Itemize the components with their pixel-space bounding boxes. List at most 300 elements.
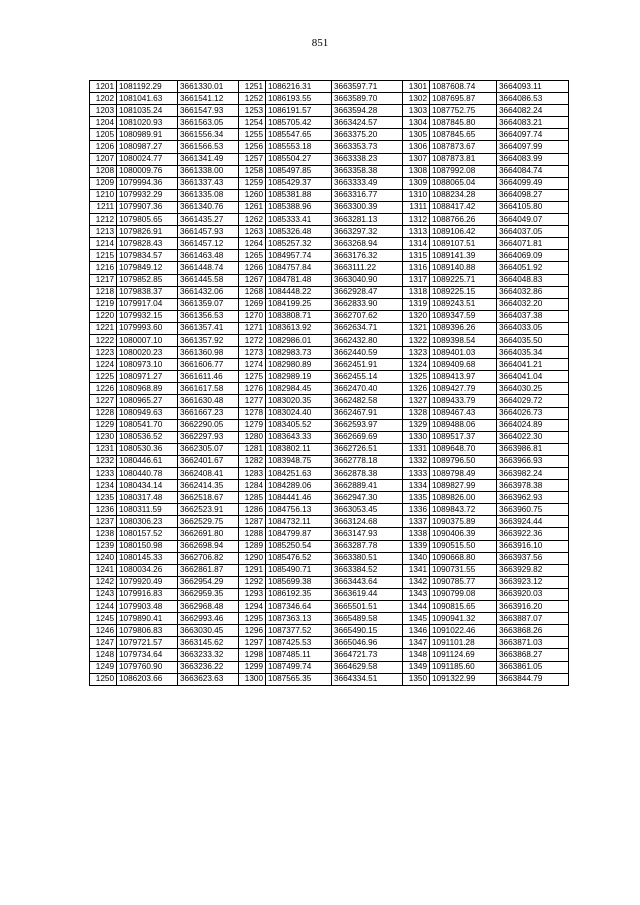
point-number-cell: 1214 [90, 238, 117, 250]
point-number-cell: 1305 [403, 129, 430, 141]
point-number-cell: 1336 [403, 504, 430, 516]
y-coordinate-cell: 3661338.00 [178, 165, 239, 177]
point-number-cell: 1202 [90, 93, 117, 105]
point-number-cell: 1245 [90, 613, 117, 625]
x-coordinate-cell: 1080973.10 [117, 359, 178, 371]
point-number-cell: 1280 [239, 431, 266, 443]
x-coordinate-cell: 1090799.08 [430, 588, 497, 600]
point-number-cell: 1312 [403, 214, 430, 226]
x-coordinate-cell: 1090941.32 [430, 613, 497, 625]
y-coordinate-cell: 3662947.30 [332, 492, 403, 504]
point-number-cell: 1220 [90, 310, 117, 322]
x-coordinate-cell: 1089409.68 [430, 359, 497, 371]
table-row [90, 625, 569, 637]
x-coordinate-cell: 1089106.42 [430, 226, 497, 238]
x-coordinate-cell: 1087752.75 [430, 105, 497, 117]
point-number-cell: 1242 [90, 576, 117, 588]
point-number-cell: 1335 [403, 492, 430, 504]
x-coordinate-cell: 1081035.24 [117, 105, 178, 117]
table-row [90, 81, 569, 93]
y-coordinate-cell: 3663922.36 [497, 528, 569, 540]
x-coordinate-cell: 1091185.60 [430, 661, 497, 673]
point-number-cell: 1241 [90, 564, 117, 576]
point-number-cell: 1342 [403, 576, 430, 588]
x-coordinate-cell: 1089827.99 [430, 480, 497, 492]
point-number-cell: 1239 [90, 540, 117, 552]
y-coordinate-cell: 3662691.80 [178, 528, 239, 540]
y-coordinate-cell: 3661630.48 [178, 395, 239, 407]
y-coordinate-cell: 3662529.75 [178, 516, 239, 528]
table-row [90, 322, 569, 334]
y-coordinate-cell: 3661445.58 [178, 274, 239, 286]
y-coordinate-cell: 3663597.71 [332, 81, 403, 93]
point-number-cell: 1205 [90, 129, 117, 141]
point-number-cell: 1206 [90, 141, 117, 153]
table-row [90, 516, 569, 528]
x-coordinate-cell: 1085504.27 [266, 153, 332, 165]
x-coordinate-cell: 1089433.79 [430, 395, 497, 407]
table-row [90, 226, 569, 238]
y-coordinate-cell: 3664026.73 [497, 407, 569, 419]
point-number-cell: 1266 [239, 262, 266, 274]
x-coordinate-cell: 1084289.06 [266, 480, 332, 492]
point-number-cell: 1285 [239, 492, 266, 504]
x-coordinate-cell: 1080536.52 [117, 431, 178, 443]
y-coordinate-cell: 3664049.07 [497, 214, 569, 226]
point-number-cell: 1298 [239, 649, 266, 661]
y-coordinate-cell: 3662518.67 [178, 492, 239, 504]
x-coordinate-cell: 1079721.57 [117, 637, 178, 649]
x-coordinate-cell: 1085381.88 [266, 189, 332, 201]
y-coordinate-cell: 3663333.49 [332, 177, 403, 189]
y-coordinate-cell: 3663384.52 [332, 564, 403, 576]
point-number-cell: 1279 [239, 419, 266, 431]
point-number-cell: 1258 [239, 165, 266, 177]
x-coordinate-cell: 1087845.80 [430, 117, 497, 129]
table-row [90, 528, 569, 540]
point-number-cell: 1226 [90, 383, 117, 395]
x-coordinate-cell: 1091101.28 [430, 637, 497, 649]
x-coordinate-cell: 1079760.90 [117, 661, 178, 673]
point-number-cell: 1330 [403, 431, 430, 443]
y-coordinate-cell: 3664041.21 [497, 359, 569, 371]
x-coordinate-cell: 1085333.41 [266, 214, 332, 226]
point-number-cell: 1339 [403, 540, 430, 552]
y-coordinate-cell: 3663281.13 [332, 214, 403, 226]
point-number-cell: 1287 [239, 516, 266, 528]
x-coordinate-cell: 1080009.76 [117, 165, 178, 177]
point-number-cell: 1248 [90, 649, 117, 661]
x-coordinate-cell: 1080317.48 [117, 492, 178, 504]
point-number-cell: 1244 [90, 601, 117, 613]
x-coordinate-cell: 1079994.36 [117, 177, 178, 189]
x-coordinate-cell: 1090375.89 [430, 516, 497, 528]
y-coordinate-cell: 3664029.72 [497, 395, 569, 407]
x-coordinate-cell: 1080989.91 [117, 129, 178, 141]
x-coordinate-cell: 1083613.92 [266, 322, 332, 334]
x-coordinate-cell: 1089398.54 [430, 334, 497, 346]
x-coordinate-cell: 1087845.65 [430, 129, 497, 141]
point-number-cell: 1331 [403, 443, 430, 455]
point-number-cell: 1328 [403, 407, 430, 419]
x-coordinate-cell: 1091124.69 [430, 649, 497, 661]
point-number-cell: 1345 [403, 613, 430, 625]
x-coordinate-cell: 1080434.14 [117, 480, 178, 492]
x-coordinate-cell: 1089347.59 [430, 310, 497, 322]
y-coordinate-cell: 3661356.53 [178, 310, 239, 322]
y-coordinate-cell: 3661566.53 [178, 141, 239, 153]
x-coordinate-cell: 1081020.93 [117, 117, 178, 129]
table-row [90, 395, 569, 407]
y-coordinate-cell: 3661541.12 [178, 93, 239, 105]
table-row [90, 117, 569, 129]
x-coordinate-cell: 1091322.99 [430, 673, 497, 685]
y-coordinate-cell: 3662523.91 [178, 504, 239, 516]
y-coordinate-cell: 3663297.32 [332, 226, 403, 238]
x-coordinate-cell: 1080007.10 [117, 334, 178, 346]
point-number-cell: 1257 [239, 153, 266, 165]
table-row [90, 661, 569, 673]
y-coordinate-cell: 3664334.51 [332, 673, 403, 685]
x-coordinate-cell: 1079806.83 [117, 625, 178, 637]
table-row [90, 576, 569, 588]
point-number-cell: 1343 [403, 588, 430, 600]
point-number-cell: 1314 [403, 238, 430, 250]
x-coordinate-cell: 1083808.71 [266, 310, 332, 322]
x-coordinate-cell: 1087499.74 [266, 661, 332, 673]
point-number-cell: 1289 [239, 540, 266, 552]
x-coordinate-cell: 1084756.13 [266, 504, 332, 516]
x-coordinate-cell: 1089225.71 [430, 274, 497, 286]
point-number-cell: 1333 [403, 468, 430, 480]
y-coordinate-cell: 3663145.62 [178, 637, 239, 649]
point-number-cell: 1332 [403, 455, 430, 467]
point-number-cell: 1219 [90, 298, 117, 310]
table-row [90, 262, 569, 274]
x-coordinate-cell: 1079932.29 [117, 189, 178, 201]
point-number-cell: 1275 [239, 371, 266, 383]
point-number-cell: 1246 [90, 625, 117, 637]
y-coordinate-cell: 3663868.26 [497, 625, 569, 637]
table-row [90, 238, 569, 250]
y-coordinate-cell: 3662451.91 [332, 359, 403, 371]
table-row [90, 455, 569, 467]
x-coordinate-cell: 1080949.63 [117, 407, 178, 419]
point-number-cell: 1222 [90, 334, 117, 346]
table-row [90, 214, 569, 226]
x-coordinate-cell: 1083020.35 [266, 395, 332, 407]
point-number-cell: 1282 [239, 455, 266, 467]
x-coordinate-cell: 1085547.65 [266, 129, 332, 141]
table-row [90, 105, 569, 117]
y-coordinate-cell: 3663030.45 [178, 625, 239, 637]
x-coordinate-cell: 1079917.04 [117, 298, 178, 310]
y-coordinate-cell: 3664024.89 [497, 419, 569, 431]
point-number-cell: 1230 [90, 431, 117, 443]
x-coordinate-cell: 1079920.49 [117, 576, 178, 588]
y-coordinate-cell: 3664051.92 [497, 262, 569, 274]
point-number-cell: 1273 [239, 347, 266, 359]
point-number-cell: 1325 [403, 371, 430, 383]
y-coordinate-cell: 3662993.46 [178, 613, 239, 625]
point-number-cell: 1296 [239, 625, 266, 637]
x-coordinate-cell: 1079890.41 [117, 613, 178, 625]
x-coordinate-cell: 1086216.31 [266, 81, 332, 93]
point-number-cell: 1322 [403, 334, 430, 346]
table-row [90, 334, 569, 346]
point-number-cell: 1293 [239, 588, 266, 600]
x-coordinate-cell: 1080965.27 [117, 395, 178, 407]
x-coordinate-cell: 1082980.89 [266, 359, 332, 371]
x-coordinate-cell: 1079826.91 [117, 226, 178, 238]
y-coordinate-cell: 3663176.32 [332, 250, 403, 262]
x-coordinate-cell: 1085476.52 [266, 552, 332, 564]
point-number-cell: 1309 [403, 177, 430, 189]
point-number-cell: 1292 [239, 576, 266, 588]
point-number-cell: 1277 [239, 395, 266, 407]
point-number-cell: 1256 [239, 141, 266, 153]
y-coordinate-cell: 3661330.01 [178, 81, 239, 93]
point-number-cell: 1327 [403, 395, 430, 407]
point-number-cell: 1324 [403, 359, 430, 371]
y-coordinate-cell: 3661617.58 [178, 383, 239, 395]
x-coordinate-cell: 1090668.80 [430, 552, 497, 564]
x-coordinate-cell: 1087873.81 [430, 153, 497, 165]
y-coordinate-cell: 3662954.29 [178, 576, 239, 588]
x-coordinate-cell: 1088766.26 [430, 214, 497, 226]
y-coordinate-cell: 3662878.38 [332, 468, 403, 480]
table-row [90, 407, 569, 419]
y-coordinate-cell: 3663916.10 [497, 540, 569, 552]
x-coordinate-cell: 1089798.49 [430, 468, 497, 480]
point-number-cell: 1237 [90, 516, 117, 528]
y-coordinate-cell: 3661360.98 [178, 347, 239, 359]
point-number-cell: 1235 [90, 492, 117, 504]
table-row [90, 250, 569, 262]
table-row [90, 93, 569, 105]
point-number-cell: 1295 [239, 613, 266, 625]
table-row [90, 480, 569, 492]
point-number-cell: 1238 [90, 528, 117, 540]
point-number-cell: 1284 [239, 480, 266, 492]
point-number-cell: 1320 [403, 310, 430, 322]
table-row [90, 552, 569, 564]
y-coordinate-cell: 3663111.22 [332, 262, 403, 274]
point-number-cell: 1215 [90, 250, 117, 262]
y-coordinate-cell: 3661357.92 [178, 334, 239, 346]
table-row [90, 371, 569, 383]
y-coordinate-cell: 3664083.99 [497, 153, 569, 165]
y-coordinate-cell: 3661563.05 [178, 117, 239, 129]
point-number-cell: 1264 [239, 238, 266, 250]
x-coordinate-cell: 1083948.75 [266, 455, 332, 467]
x-coordinate-cell: 1084757.84 [266, 262, 332, 274]
x-coordinate-cell: 1086193.55 [266, 93, 332, 105]
table-row [90, 201, 569, 213]
x-coordinate-cell: 1087992.08 [430, 165, 497, 177]
x-coordinate-cell: 1089427.79 [430, 383, 497, 395]
table-row [90, 673, 569, 685]
x-coordinate-cell: 1087377.52 [266, 625, 332, 637]
point-number-cell: 1263 [239, 226, 266, 238]
y-coordinate-cell: 3663338.23 [332, 153, 403, 165]
y-coordinate-cell: 3663623.63 [178, 673, 239, 685]
point-number-cell: 1247 [90, 637, 117, 649]
point-number-cell: 1347 [403, 637, 430, 649]
point-number-cell: 1337 [403, 516, 430, 528]
y-coordinate-cell: 3661337.43 [178, 177, 239, 189]
x-coordinate-cell: 1080034.26 [117, 564, 178, 576]
y-coordinate-cell: 3662470.40 [332, 383, 403, 395]
x-coordinate-cell: 1087425.53 [266, 637, 332, 649]
point-number-cell: 1204 [90, 117, 117, 129]
x-coordinate-cell: 1079828.43 [117, 238, 178, 250]
y-coordinate-cell: 3661359.07 [178, 298, 239, 310]
y-coordinate-cell: 3664083.21 [497, 117, 569, 129]
y-coordinate-cell: 3664037.38 [497, 310, 569, 322]
x-coordinate-cell: 1080530.36 [117, 443, 178, 455]
point-number-cell: 1209 [90, 177, 117, 189]
x-coordinate-cell: 1087873.67 [430, 141, 497, 153]
point-number-cell: 1304 [403, 117, 430, 129]
y-coordinate-cell: 3663923.12 [497, 576, 569, 588]
x-coordinate-cell: 1084957.74 [266, 250, 332, 262]
y-coordinate-cell: 3663868.27 [497, 649, 569, 661]
x-coordinate-cell: 1083802.11 [266, 443, 332, 455]
x-coordinate-cell: 1084251.63 [266, 468, 332, 480]
y-coordinate-cell: 3662833.90 [332, 298, 403, 310]
point-number-cell: 1317 [403, 274, 430, 286]
y-coordinate-cell: 3663982.24 [497, 468, 569, 480]
x-coordinate-cell: 1084732.11 [266, 516, 332, 528]
point-number-cell: 1340 [403, 552, 430, 564]
x-coordinate-cell: 1080446.61 [117, 455, 178, 467]
point-number-cell: 1303 [403, 105, 430, 117]
point-number-cell: 1306 [403, 141, 430, 153]
x-coordinate-cell: 1084781.48 [266, 274, 332, 286]
y-coordinate-cell: 3661457.93 [178, 226, 239, 238]
x-coordinate-cell: 1079852.85 [117, 274, 178, 286]
table-row [90, 564, 569, 576]
y-coordinate-cell: 3664629.58 [332, 661, 403, 673]
y-coordinate-cell: 3662778.18 [332, 455, 403, 467]
table-row [90, 431, 569, 443]
table-row [90, 189, 569, 201]
point-number-cell: 1233 [90, 468, 117, 480]
y-coordinate-cell: 3663962.93 [497, 492, 569, 504]
point-number-cell: 1267 [239, 274, 266, 286]
y-coordinate-cell: 3663960.75 [497, 504, 569, 516]
x-coordinate-cell: 1080541.70 [117, 419, 178, 431]
point-number-cell: 1349 [403, 661, 430, 673]
table-row [90, 141, 569, 153]
x-coordinate-cell: 1089488.06 [430, 419, 497, 431]
y-coordinate-cell: 3663916.20 [497, 601, 569, 613]
x-coordinate-cell: 1079834.57 [117, 250, 178, 262]
x-coordinate-cell: 1090731.55 [430, 564, 497, 576]
y-coordinate-cell: 3663040.90 [332, 274, 403, 286]
point-number-cell: 1270 [239, 310, 266, 322]
point-number-cell: 1294 [239, 601, 266, 613]
table-row [90, 649, 569, 661]
x-coordinate-cell: 1083405.52 [266, 419, 332, 431]
y-coordinate-cell: 3663589.70 [332, 93, 403, 105]
y-coordinate-cell: 3664037.05 [497, 226, 569, 238]
point-number-cell: 1210 [90, 189, 117, 201]
point-number-cell: 1288 [239, 528, 266, 540]
y-coordinate-cell: 3661611.46 [178, 371, 239, 383]
point-number-cell: 1286 [239, 504, 266, 516]
y-coordinate-cell: 3661357.41 [178, 322, 239, 334]
point-number-cell: 1302 [403, 93, 430, 105]
y-coordinate-cell: 3664071.81 [497, 238, 569, 250]
y-coordinate-cell: 3663966.93 [497, 455, 569, 467]
y-coordinate-cell: 3664030.25 [497, 383, 569, 395]
y-coordinate-cell: 3664022.30 [497, 431, 569, 443]
y-coordinate-cell: 3661463.48 [178, 250, 239, 262]
x-coordinate-cell: 1084799.87 [266, 528, 332, 540]
table-row [90, 504, 569, 516]
y-coordinate-cell: 3662305.07 [178, 443, 239, 455]
point-number-cell: 1311 [403, 201, 430, 213]
point-number-cell: 1217 [90, 274, 117, 286]
x-coordinate-cell: 1090785.77 [430, 576, 497, 588]
table-body [90, 81, 569, 686]
y-coordinate-cell: 3662669.69 [332, 431, 403, 443]
x-coordinate-cell: 1081192.29 [117, 81, 178, 93]
y-coordinate-cell: 3663316.77 [332, 189, 403, 201]
x-coordinate-cell: 1089648.70 [430, 443, 497, 455]
y-coordinate-cell: 3663124.68 [332, 516, 403, 528]
y-coordinate-cell: 3662889.41 [332, 480, 403, 492]
x-coordinate-cell: 1089225.15 [430, 286, 497, 298]
y-coordinate-cell: 3664032.86 [497, 286, 569, 298]
x-coordinate-cell: 1079849.12 [117, 262, 178, 274]
y-coordinate-cell: 3663375.20 [332, 129, 403, 141]
table-row [90, 129, 569, 141]
y-coordinate-cell: 3661448.74 [178, 262, 239, 274]
point-number-cell: 1229 [90, 419, 117, 431]
y-coordinate-cell: 3664097.74 [497, 129, 569, 141]
y-coordinate-cell: 3661335.08 [178, 189, 239, 201]
point-number-cell: 1203 [90, 105, 117, 117]
x-coordinate-cell: 1087346.64 [266, 601, 332, 613]
table-row [90, 601, 569, 613]
y-coordinate-cell: 3663978.38 [497, 480, 569, 492]
y-coordinate-cell: 3664721.73 [332, 649, 403, 661]
point-number-cell: 1254 [239, 117, 266, 129]
point-number-cell: 1234 [90, 480, 117, 492]
x-coordinate-cell: 1085326.48 [266, 226, 332, 238]
y-coordinate-cell: 3663287.78 [332, 540, 403, 552]
point-number-cell: 1283 [239, 468, 266, 480]
table-row [90, 153, 569, 165]
point-number-cell: 1253 [239, 105, 266, 117]
y-coordinate-cell: 3662297.93 [178, 431, 239, 443]
y-coordinate-cell: 3663920.03 [497, 588, 569, 600]
x-coordinate-cell: 1079734.64 [117, 649, 178, 661]
y-coordinate-cell: 3661432.06 [178, 286, 239, 298]
y-coordinate-cell: 3663424.57 [332, 117, 403, 129]
table-row [90, 637, 569, 649]
y-coordinate-cell: 3664035.34 [497, 347, 569, 359]
x-coordinate-cell: 1089826.00 [430, 492, 497, 504]
y-coordinate-cell: 3663353.73 [332, 141, 403, 153]
point-number-cell: 1249 [90, 661, 117, 673]
y-coordinate-cell: 3663861.05 [497, 661, 569, 673]
x-coordinate-cell: 1083024.40 [266, 407, 332, 419]
y-coordinate-cell: 3664084.74 [497, 165, 569, 177]
